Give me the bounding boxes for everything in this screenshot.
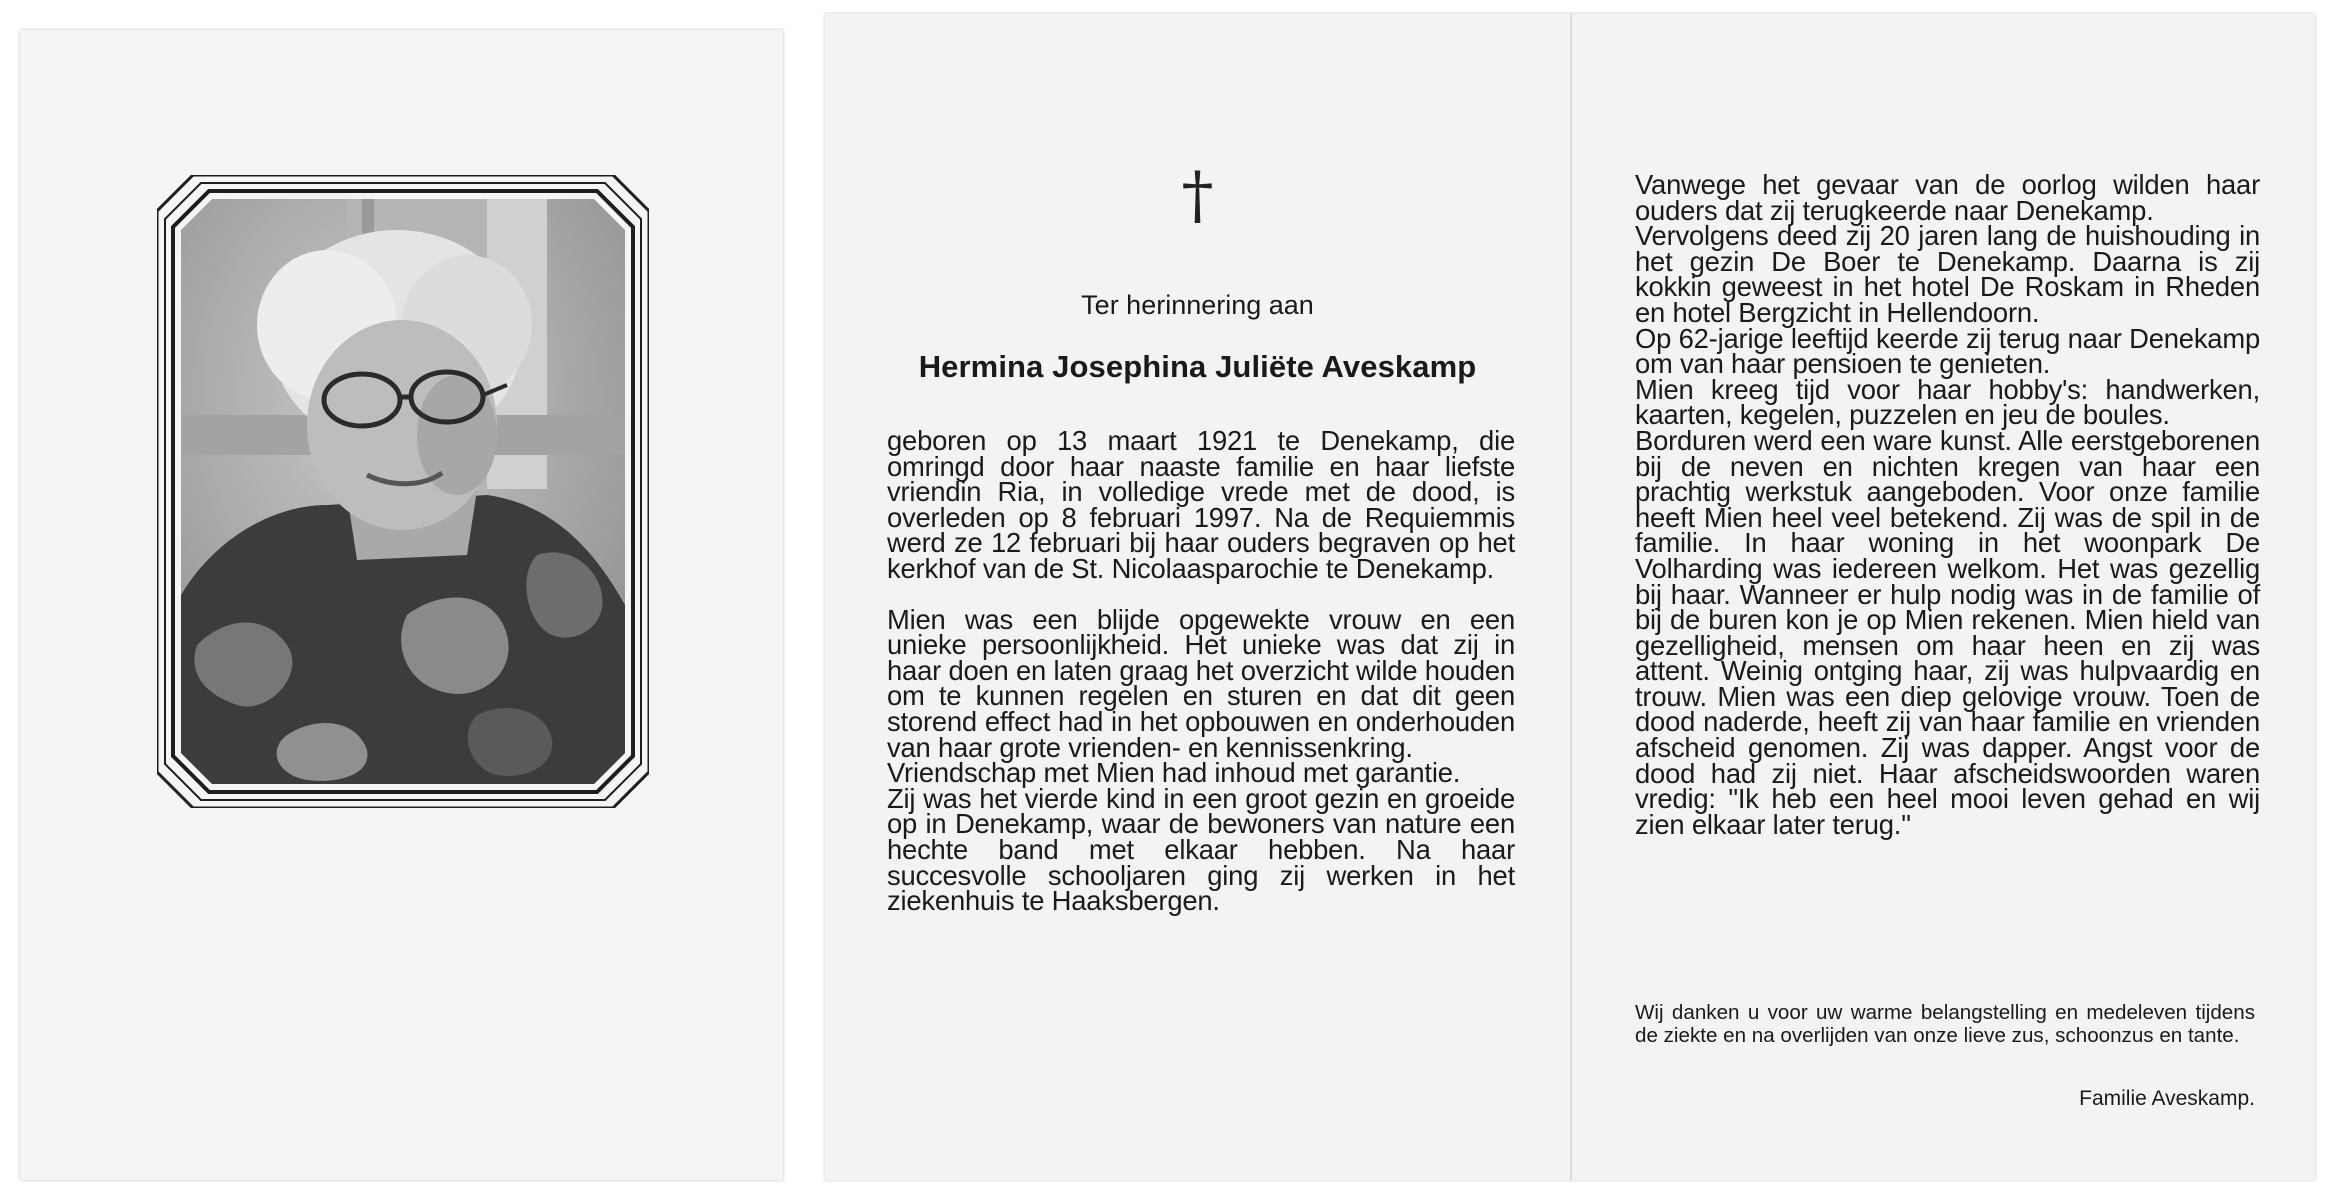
paragraph-hobbies: Mien kreeg tijd voor haar hobby's: handwerken, kaarten, kegelen, puzzelen en jeu de boules. [1635, 373, 2260, 431]
paragraph-personality: Mien was een blijde opgewekte vrouw en een unieke persoonlijkheid. Het unieke was dat zij in haar doen en laten graag het overzicht wilde houden om te kunnen regelen en sturen en dat dit geen storend effect had in het opbouwen en onderhouden van haar grote vrienden- en kennissenkring. [887, 603, 1515, 763]
paragraph-work: Vervolgens deed zij 20 jaren lang de huishouding in het gezin De Boer te Denekamp. Daarna is zij kokkin geweest in het hotel De Roskam in Rheden en hotel Bergzicht in Hellendoorn. [1635, 220, 2260, 328]
paragraph-birth-death: geboren op 13 maart 1921 te Denekamp, die omringd door haar naaste familie en haar liefste vriendin Ria, in volledige vrede met de dood, is overleden op 8 februari 1997. Na de Requiemmis werd ze 12 februari bij haar ouders begraven op het kerkhof van de St. Nicolaasparochie te Denekamp. [887, 425, 1515, 584]
paragraph-family: Borduren werd een ware kunst. Alle eerstgeborenen bij de neven en nichten kregen van haar een prachtig werkstuk aangeboden. Voor onze familie heeft Mien heel veel betekend. Zij was de spil in de familie. In haar woning in het woonpark De Volharding was iedereen welkom. Het was gezellig bij haar. Wanneer er hulp nodig was in de familie of bij de buren kon je op Mien rekenen. Mien hield van gezelligheid, mensen om haar heen en zij was attent. Weinig ontging haar, zij was hulpvaardig en trouw. Mien was een diep gelovige vrouw. Toen de dood naderde, heeft zij van haar familie en vrienden afscheid genomen. Zij was dapper. Angst voor de dood had zij niet. Haar afscheidswoorden waren vredig: "Ik heb een heel mooi leven gehad en wij zien elkaar later terug." [1635, 424, 2260, 840]
right-column [1635, 169, 2260, 840]
left-column [887, 425, 1515, 917]
intro-text: Ter herinnering aan [1081, 290, 1314, 320]
inner-card [825, 14, 2315, 1180]
portrait-frame [157, 175, 649, 808]
paragraph-childhood: Zij was het vierde kind in een groot gezin en groeide op in Denekamp, waar de bewoners van nature een hechte band met elkaar hebben. Na haar succesvolle schooljaren ging zij werken in het ziekenhuis te Haaksbergen. [887, 782, 1515, 917]
cross-icon: † [1181, 159, 1214, 233]
front-card [20, 30, 783, 1180]
deceased-name: Hermina Josephina Juliëte Aveskamp [918, 349, 1477, 384]
paragraph-retirement: Op 62-jarige leeftijd keerde zij terug naar Denekamp om van haar pensioen te genieten. [1635, 322, 2260, 380]
card-fold-line [1570, 14, 1572, 1180]
paragraph-war: Vanwege het gevaar van de oorlog wilden haar ouders dat zij terugkeerde naar Denekamp. [1635, 169, 2260, 226]
thanks-text: Wij danken u voor uw warme belangstelling en medeleven tijdens de ziekte en na overlijden van onze lieve zus, schoonzus en tante. [1635, 1001, 2255, 1047]
paragraph-friendship: Vriendschap met Mien had inhoud met garantie. [887, 757, 1461, 789]
portrait-photo [157, 175, 649, 808]
family-signature: Familie Aveskamp. [2079, 1087, 2255, 1110]
